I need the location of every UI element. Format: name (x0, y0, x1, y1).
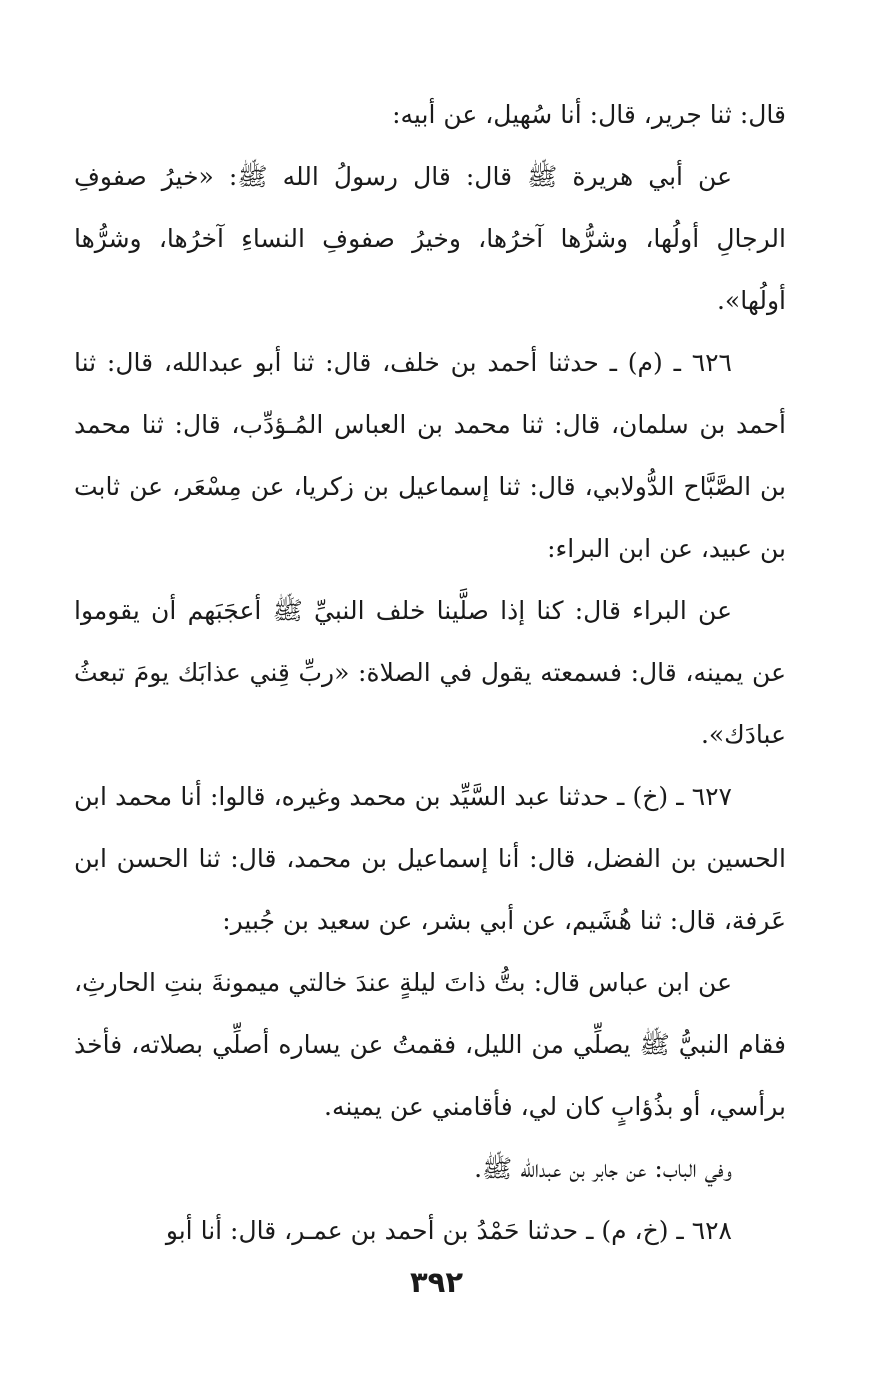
text-line-3: ٦٢٦ ـ (م) ـ حدثنا أحمد بن خلف، قال: ثنا أبو عبدالله، قال: ثنا أحمد بن سلمان، قال: ثنا محمد بن العباس المُـؤدِّب، قال: ثنا محمد بن الصَّبَّاح الدُّولابي، قال: ثنا إسماعيل بن زكريا، عن مِسْعَر، عن ثابت بن عبيد، عن ابن البراء: (74, 348, 786, 563)
text-line-7: وفي الباب: عن جابر بن عبدالله ﷺ. (474, 1154, 732, 1183)
text-line-6: عن ابن عباس قال: بتُّ ذاتَ ليلةٍ عندَ خالتي ميمونةَ بنتِ الحارثِ، فقام النبيُّ ﷺ يصلِّي من الليل، فقمتُ عن يساره أصلِّي بصلاته، فأخذ برأسي، أو بذُؤابٍ كان لي، فأقامني عن يمينه. (74, 968, 786, 1121)
text-line-4: عن البراء قال: كنا إذا صلَّينا خلف النبيِّ ﷺ أعجَبَهم أن يقوموا عن يمينه، قال: فسمعته يقول في الصلاة: «ربِّ قِني عذابَك يومَ تبعثُ عبادَك». (74, 596, 786, 749)
main-text (74, 84, 786, 1262)
text-line-5: ٦٢٧ ـ (خ) ـ حدثنا عبد السَّيِّد بن محمد وغيره، قالوا: أنا محمد ابن الحسين بن الفضل، قال: أنا إسماعيل بن محمد، قال: ثنا الحسن ابن عَرفة، قال: ثنا هُشَيم، عن أبي بشر، عن سعيد بن جُبير: (74, 782, 786, 935)
text-line-1: قال: ثنا جرير، قال: أنا سُهيل، عن أبيه: (392, 100, 786, 129)
page-number: ٣٩٢ (409, 1265, 464, 1299)
text-line-2: عن أبي هريرة ﷺ قال: قال رسولُ الله ﷺ: «خيرُ صفوفِ الرجالِ أولُها، وشرُّها آخرُها، وخيرُ صفوفِ النساءِ آخرُها، وشرُّها أولُها». (74, 162, 786, 315)
text-line-8: ٦٢٨ ـ (خ، م) ـ حدثنا حَمْدُ بن أحمد بن عمـر، قال: أنا أبو (165, 1216, 732, 1245)
